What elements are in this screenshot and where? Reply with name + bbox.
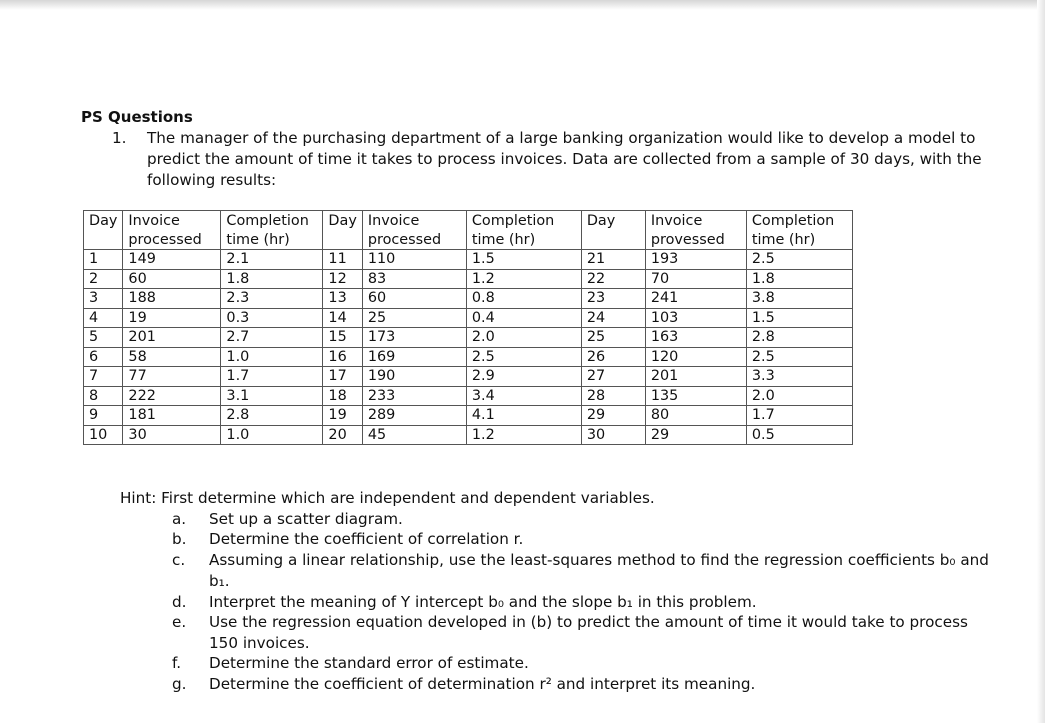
table-cell: 45	[362, 425, 466, 445]
header-completion: Completion time (hr)	[746, 211, 852, 250]
subquestion-letter: g.	[172, 675, 187, 693]
table-row	[84, 386, 853, 406]
table-cell: 28	[581, 386, 645, 406]
table-cell: 27	[581, 367, 645, 387]
table-cell: 2.5	[746, 347, 852, 367]
table-cell: 29	[645, 425, 746, 445]
table-cell: 25	[581, 328, 645, 348]
subquestion-text: Interpret the meaning of Y intercept b₀ and the slope b₁ in this problem.	[209, 593, 757, 611]
table-cell: 201	[123, 328, 221, 348]
table-cell: 30	[123, 425, 221, 445]
subquestion-letter: e.	[172, 613, 187, 631]
table-cell: 120	[645, 347, 746, 367]
table-cell: 2.0	[466, 328, 581, 348]
subquestion-a	[172, 509, 992, 530]
question-text: The manager of the purchasing department of a large banking organization would like to develop a model to predict the amount of time it takes to process invoices. Data are collected from a sample of 30 days, with the following results:	[147, 129, 982, 189]
table-cell: 3.3	[746, 367, 852, 387]
table-header-row	[84, 211, 853, 250]
table-cell: 1	[84, 250, 123, 270]
table-cell: 20	[323, 425, 362, 445]
table-cell: 1.0	[221, 347, 323, 367]
subquestion-letter: a.	[172, 510, 187, 528]
header-invoice: Invoice provessed	[645, 211, 746, 250]
table-cell: 60	[362, 289, 466, 309]
table-cell: 103	[645, 308, 746, 328]
table-cell: 10	[84, 425, 123, 445]
subquestion-text: Determine the coefficient of correlation r.	[209, 530, 524, 548]
subquestion-e	[172, 612, 992, 653]
table-row	[84, 269, 853, 289]
subquestion-text: Determine the coefficient of determination r² and interpret its meaning.	[209, 675, 756, 693]
table-cell: 110	[362, 250, 466, 270]
table-row	[84, 250, 853, 270]
table-cell: 0.5	[746, 425, 852, 445]
table-cell: 2.8	[221, 406, 323, 426]
subquestion-c	[172, 550, 992, 591]
table-cell: 14	[323, 308, 362, 328]
table-cell: 201	[645, 367, 746, 387]
table-cell: 9	[84, 406, 123, 426]
question-number: 1.	[112, 129, 127, 147]
subquestion-letter: c.	[172, 551, 186, 569]
table-cell: 0.3	[221, 308, 323, 328]
table-cell: 0.8	[466, 289, 581, 309]
table-cell: 0.4	[466, 308, 581, 328]
subquestion-letter: f.	[172, 654, 182, 672]
subquestion-text: Use the regression equation developed in (b) to predict the amount of time it would take to process 150 invoices.	[209, 613, 968, 652]
table-cell: 190	[362, 367, 466, 387]
table-row	[84, 289, 853, 309]
table-cell: 181	[123, 406, 221, 426]
header-invoice: Invoice processed	[362, 211, 466, 250]
table-cell: 6	[84, 347, 123, 367]
table-cell: 149	[123, 250, 221, 270]
subquestion-g	[172, 674, 992, 695]
table-cell: 15	[323, 328, 362, 348]
table-cell: 1.2	[466, 425, 581, 445]
table-cell: 193	[645, 250, 746, 270]
table-cell: 80	[645, 406, 746, 426]
table-row	[84, 308, 853, 328]
table-cell: 2.7	[221, 328, 323, 348]
table-row	[84, 328, 853, 348]
table-cell: 17	[323, 367, 362, 387]
table-cell: 4.1	[466, 406, 581, 426]
table-cell: 1.8	[746, 269, 852, 289]
page-top-shadow	[0, 0, 1045, 10]
subquestion-text: Determine the standard error of estimate.	[209, 654, 529, 672]
table-cell: 1.5	[746, 308, 852, 328]
table-cell: 2.8	[746, 328, 852, 348]
subquestion-f	[172, 653, 992, 674]
table-cell: 77	[123, 367, 221, 387]
table-cell: 1.7	[746, 406, 852, 426]
question-1	[112, 128, 992, 191]
subquestion-d	[172, 592, 992, 613]
table-cell: 2.5	[746, 250, 852, 270]
table-cell: 233	[362, 386, 466, 406]
table-cell: 26	[581, 347, 645, 367]
table-cell: 1.5	[466, 250, 581, 270]
page-heading: PS Questions	[81, 108, 193, 126]
table-cell: 8	[84, 386, 123, 406]
table-cell: 16	[323, 347, 362, 367]
table-cell: 83	[362, 269, 466, 289]
subquestion-letter: d.	[172, 593, 187, 611]
table-cell: 21	[581, 250, 645, 270]
table-cell: 25	[362, 308, 466, 328]
table-cell: 3.8	[746, 289, 852, 309]
table-cell: 24	[581, 308, 645, 328]
header-day: Day	[323, 211, 362, 250]
subquestion-letter: b.	[172, 530, 187, 548]
table-row	[84, 367, 853, 387]
table-cell: 19	[323, 406, 362, 426]
table-cell: 135	[645, 386, 746, 406]
header-completion: Completion time (hr)	[221, 211, 323, 250]
table-cell: 22	[581, 269, 645, 289]
table-row	[84, 347, 853, 367]
table-cell: 241	[645, 289, 746, 309]
header-day: Day	[581, 211, 645, 250]
table-cell: 1.8	[221, 269, 323, 289]
table-cell: 2.5	[466, 347, 581, 367]
table-cell: 13	[323, 289, 362, 309]
table-cell: 169	[362, 347, 466, 367]
table-row	[84, 406, 853, 426]
table-cell: 18	[323, 386, 362, 406]
header-completion: Completion time (hr)	[466, 211, 581, 250]
table-cell: 58	[123, 347, 221, 367]
table-cell: 2.9	[466, 367, 581, 387]
table-cell: 11	[323, 250, 362, 270]
hint-text: Hint: First determine which are independent and dependent variables.	[120, 489, 655, 507]
table-cell: 289	[362, 406, 466, 426]
table-cell: 222	[123, 386, 221, 406]
table-cell: 3.1	[221, 386, 323, 406]
subquestion-text: Assuming a linear relationship, use the least-squares method to find the regression coefficients b₀ and b₁.	[209, 551, 989, 590]
table-cell: 12	[323, 269, 362, 289]
page-right-edge	[1037, 0, 1045, 723]
table-cell: 7	[84, 367, 123, 387]
table-row	[84, 425, 853, 445]
table-cell: 1.7	[221, 367, 323, 387]
table-cell: 29	[581, 406, 645, 426]
table-cell: 1.0	[221, 425, 323, 445]
table-cell: 188	[123, 289, 221, 309]
table-cell: 3.4	[466, 386, 581, 406]
table-cell: 19	[123, 308, 221, 328]
header-day: Day	[84, 211, 123, 250]
subquestion-b	[172, 529, 992, 550]
table-cell: 2	[84, 269, 123, 289]
subquestion-text: Set up a scatter diagram.	[209, 510, 403, 528]
invoice-data-table	[83, 210, 853, 445]
table-cell: 3	[84, 289, 123, 309]
table-cell: 163	[645, 328, 746, 348]
table-cell: 2.0	[746, 386, 852, 406]
table-cell: 2.1	[221, 250, 323, 270]
table-cell: 5	[84, 328, 123, 348]
table-cell: 4	[84, 308, 123, 328]
table-cell: 1.2	[466, 269, 581, 289]
table-cell: 30	[581, 425, 645, 445]
table-cell: 23	[581, 289, 645, 309]
header-invoice: Invoice processed	[123, 211, 221, 250]
table-cell: 60	[123, 269, 221, 289]
table-cell: 70	[645, 269, 746, 289]
table-cell: 2.3	[221, 289, 323, 309]
table-cell: 173	[362, 328, 466, 348]
